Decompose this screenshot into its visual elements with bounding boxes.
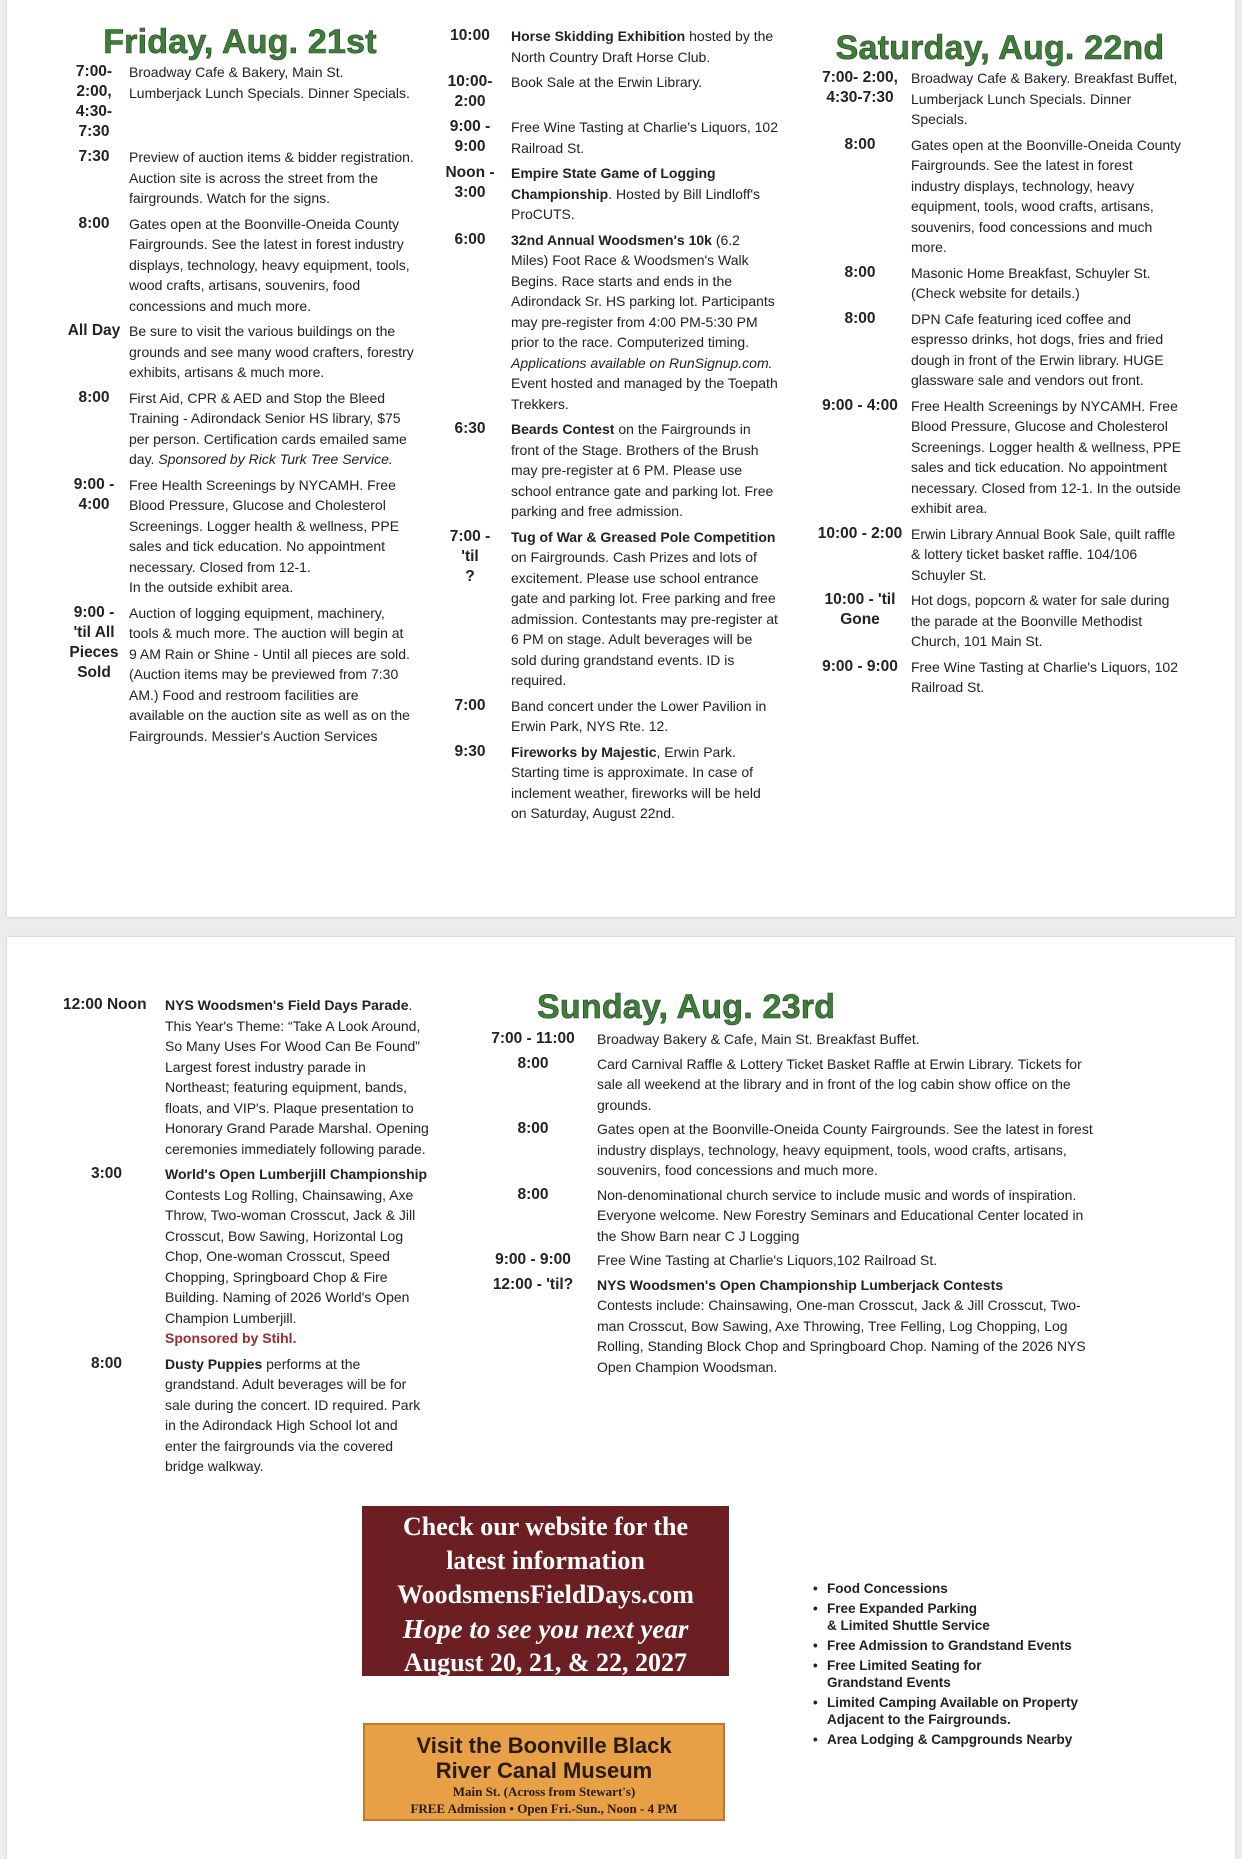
event-text: Broadway Cafe & Bakery. Breakfast Buffet, Lumberjack Lunch Specials. Dinner Specials. (911, 70, 1178, 127)
event-sponsor-note: Sponsored by Rick Turk Tree Service. (158, 451, 393, 467)
event-time: 7:30 (78, 148, 110, 165)
event-title: NYS Woodsmen's Open Championship Lumberjack Contests (597, 1276, 1004, 1293)
event-description (511, 72, 779, 93)
event-description (597, 1119, 1097, 1181)
promo-website: WoodsmensFieldDays.com (397, 1580, 694, 1609)
event-description (165, 995, 433, 1159)
schedule-event (439, 72, 779, 112)
event-text: (6.2 Miles) Foot Race & Woodsmen's Walk Begins. Race starts and ends in the Adirondack Sr. HS parking lot. Participants may pre-register from 4:00 PM-5:30 PM prior to the race. Computerized timing. (511, 231, 775, 350)
event-description (129, 475, 415, 598)
event-description (129, 214, 415, 317)
event-text: hosted by the North Country Draft Horse Club. (511, 28, 774, 65)
amenity-item: • Free Expanded Parking & Limited Shuttle Service (811, 1600, 1191, 1634)
museum-title-2: River Canal Museum (435, 1758, 653, 1783)
event-text: Gates open at the Boonville-Oneida County Fairgrounds. See the latest in forest industry displays, technology, heavy equipment, tools, wood crafts, artisans, souvenirs, food concessions and much more. (911, 136, 1182, 255)
saturday-events (815, 68, 1185, 698)
event-title: Tug of War & Greased Pole Competition (511, 528, 776, 545)
event-time: 9:30 (454, 742, 486, 760)
event-description (911, 396, 1185, 519)
schedule-event (815, 263, 1185, 304)
promo-line-2: latest information (446, 1546, 645, 1575)
event-description (911, 309, 1185, 391)
event-text: Erwin Library Annual Book Sale, quilt raffle & lottery ticket basket raffle. 104/106 Schuyler St. (911, 525, 1176, 583)
event-description (911, 590, 1185, 652)
event-title: Beards Contest (511, 421, 615, 437)
schedule-event (65, 147, 415, 209)
event-description (597, 1029, 1097, 1050)
event-description (597, 1185, 1097, 1247)
event-text: Broadway Cafe & Bakery, Main St. Lumberjack Lunch Specials. Dinner Specials. (129, 64, 410, 101)
event-description (511, 696, 779, 737)
event-description (911, 524, 1185, 586)
saturday-heading: Saturday, Aug. 22nd (835, 29, 1165, 67)
event-text: Free Health Screenings by NYCAMH. Free Blood Pressure, Glucose and Cholesterol Screenings. Logger health & wellness, PPE sales and tick education. No appointment necessary. Closed from 12-1. In the outside exhibit area. (911, 397, 1182, 516)
event-time: 10:00 - 2:00 (817, 524, 903, 542)
schedule-event (815, 396, 1185, 519)
event-description (911, 263, 1185, 304)
event-title: Fireworks by Majestic (511, 743, 657, 760)
schedule-event (65, 388, 415, 470)
schedule-event (63, 1164, 433, 1349)
event-text: Free Health Screenings by NYCAMH. Free Blood Pressure, Glucose and Cholesterol Screenings. Logger health & wellness, PPE sales and tick education. No appointment necessary. Closed from 12-1. (129, 476, 400, 575)
event-sponsor-note: Applications available on RunSignup.com. (511, 354, 773, 371)
event-time: 8:00 (517, 1054, 549, 1072)
friday-column (65, 0, 415, 751)
event-text-extra: In the outside exhibit area. (129, 579, 294, 595)
event-time: Noon - 3:00 (445, 164, 495, 201)
website-promo-box (362, 1506, 729, 1676)
promo-line-1: Check our website for the (402, 1512, 688, 1541)
schedule-event (439, 696, 779, 737)
event-description (597, 1250, 1097, 1271)
schedule-event (815, 590, 1185, 652)
schedule-event (439, 26, 779, 67)
event-text: performs at the grandstand. Adult beverages will be for sale during the concert. ID required. Park in the Adirondack High School lot and enter the fairgrounds via the covered bridge walkway. (165, 1355, 421, 1474)
event-time: 10:00 - 'til Gone (824, 591, 896, 628)
saturday-cont-events (63, 995, 433, 1477)
schedule-event (815, 135, 1185, 258)
event-description (165, 1354, 433, 1477)
event-text: Broadway Bakery & Cafe, Main St. Breakfast Buffet. (597, 1031, 920, 1047)
event-title: 32nd Annual Woodsmen's 10k (511, 231, 712, 248)
event-time: 12:00 - 'til? (492, 1275, 574, 1293)
amenity-item: • Limited Camping Available on Property Adjacent to the Fairgrounds. (811, 1694, 1191, 1728)
event-title: NYS Woodsmen's Field Days Parade (165, 997, 409, 1013)
event-time: 10:00- 2:00 (447, 73, 493, 110)
amenity-item: • Area Lodging & Campgrounds Nearby (811, 1731, 1191, 1748)
event-time: 9:00 - 9:00 (822, 657, 898, 675)
event-description (597, 1275, 1097, 1378)
schedule-event (439, 163, 779, 225)
friday-cont-events (439, 26, 779, 824)
event-description (511, 742, 779, 824)
event-description (511, 117, 779, 158)
event-text-extra: Event hosted and managed by the Toepath Trekkers. (511, 375, 778, 412)
event-time: 9:00 - 9:00 (495, 1251, 571, 1268)
museum-hours: FREE Admission • Open Fri.-Sun., Noon - 4 PM (410, 1801, 678, 1816)
event-time: 8:00 (844, 135, 876, 153)
event-text: Contests include: Chainsawing, One-man Crosscut, Jack & Jill Crosscut, Two-man Crosscut, Bow Sawing, Axe Throwing, Tree Felling, Log Chopping, Log Rolling, Standing Block Chop and Springboard Chop. Naming of the 2026 NYS Open Champion Woodsman. (597, 1297, 1086, 1375)
schedule-event (439, 742, 779, 824)
sunday-events (477, 1029, 1097, 1377)
event-time: 8:00 (78, 214, 110, 232)
event-description (129, 388, 415, 470)
event-time: 9:00 - 'til All Pieces Sold (69, 603, 119, 681)
schedule-event (815, 309, 1185, 391)
event-text: Free Wine Tasting at Charlie's Liquors, 102 Railroad St. (911, 658, 1178, 695)
amenities-list (811, 1580, 1191, 1751)
sunday-column (477, 937, 1097, 1381)
schedule-event (477, 1054, 1097, 1116)
sunday-heading: Sunday, Aug. 23rd (537, 988, 836, 1026)
event-text: on Fairgrounds. Cash Prizes and lots of excitement. Please use school entrance gate and parking lot. Free parking and free admission. Contestants may pre-register at 6 PM on stage. Adult beverages will be sold during grandstand events. ID is required. (511, 549, 778, 688)
event-description (911, 135, 1185, 258)
amenity-item: • Free Admission to Grandstand Events (811, 1637, 1191, 1654)
museum-ad-box (363, 1723, 725, 1821)
event-text: Gates open at the Boonville-Oneida County Fairgrounds. See the latest in forest industry displays, technology, heavy equipment, tools, wood crafts, artisans, souvenirs, food concessions and much more. (129, 215, 410, 314)
friday-events (65, 62, 415, 746)
event-time: 8:00 (517, 1120, 549, 1137)
event-description (165, 1164, 433, 1349)
event-text: Hot dogs, popcorn & water for sale during the parade at the Boonville Methodist Church, 101 Main St. (911, 592, 1170, 649)
event-text: Gates open at the Boonville-Oneida County Fairgrounds. See the latest in forest industry displays, technology, heavy equipment, tools, wood crafts, artisans, souvenirs, food concessions and much more. (597, 1121, 1093, 1178)
friday-cont-column (439, 26, 779, 829)
schedule-event (439, 230, 779, 415)
schedule-event (65, 603, 415, 747)
schedule-event (439, 419, 779, 522)
schedule-event (477, 1250, 1097, 1271)
schedule-event (65, 62, 415, 142)
promo-dates: August 20, 21, & 22, 2027 (403, 1648, 688, 1677)
event-text: . Hosted by Bill Lindloff's ProCUTS. (511, 185, 761, 222)
amenity-item: • Food Concessions (811, 1580, 1191, 1597)
schedule-event (65, 475, 415, 598)
schedule-event (477, 1119, 1097, 1181)
event-time: 8:00 (78, 388, 110, 406)
event-time: 7:00- 2:00, 4:30-7:30 (822, 69, 898, 106)
event-time: 7:00 - 11:00 (491, 1030, 575, 1047)
event-sponsor: Sponsored by Stihl. (165, 1330, 297, 1346)
event-text: Masonic Home Breakfast, Schuyler St. (Check website for details.) (911, 264, 1151, 301)
event-time: 7:00 - 'til ? (449, 527, 491, 585)
event-time: 12:00 Noon (63, 996, 147, 1013)
event-text: Band concert under the Lower Pavilion in Erwin Park, NYS Rte. 12. (511, 697, 767, 734)
museum-title-1: Visit the Boonville Black (416, 1733, 672, 1758)
event-time: 10:00 (450, 27, 490, 44)
saturday-column (815, 0, 1185, 703)
event-title: World's Open Lumberjill Championship (165, 1166, 428, 1182)
schedule-event (65, 214, 415, 317)
event-text: Book Sale at the Erwin Library. (511, 74, 703, 90)
event-description (129, 321, 415, 383)
event-description (129, 62, 415, 103)
event-time: 7:00- 2:00, 4:30-7:30 (75, 63, 113, 140)
event-time: 3:00 (91, 1165, 123, 1182)
event-title: Empire State Game of Logging Championship (511, 165, 716, 202)
schedule-event (815, 657, 1185, 698)
friday-heading: Friday, Aug. 21st (103, 23, 377, 61)
event-time: 7:00 (454, 696, 486, 714)
event-time: 6:00 (454, 230, 486, 248)
schedule-event (477, 1185, 1097, 1247)
event-time: 9:00 - 4:00 (822, 396, 898, 414)
event-time: All Day (67, 322, 121, 339)
schedule-event (63, 995, 433, 1159)
event-time: 8:00 (91, 1354, 123, 1372)
schedule-event (477, 1275, 1097, 1378)
event-title: Horse Skidding Exhibition (511, 28, 686, 44)
event-text: Be sure to visit the various buildings on the grounds and see many wood crafters, forestry exhibits, artisans & much more. (129, 323, 414, 380)
event-text: Non-denominational church service to include music and words of inspiration. Everyone welcome. New Forestry Seminars and Educational Center located in the Show Barn near C J Logging (597, 1186, 1084, 1244)
event-description (129, 147, 415, 209)
event-text: , Erwin Park. Starting time is approximate. In case of inclement weather, fireworks will be held on Saturday, August 22nd. (511, 743, 761, 821)
event-description (597, 1054, 1097, 1116)
event-text: Free Wine Tasting at Charlie's Liquors,102 Railroad St. (597, 1252, 938, 1268)
museum-address: Main St. (Across from Stewart's) (452, 1784, 636, 1799)
schedule-page-2 (7, 937, 1235, 1859)
event-description (129, 603, 415, 747)
event-time: 9:00 - 4:00 (73, 475, 115, 513)
event-text: Contests Log Rolling, Chainsawing, Axe Throw, Two-woman Crosscut, Jack & Jill Crosscut, Bow Sawing, Horizontal Log Chop, One-woman Crosscut, Speed Chopping, Springboard Chop & Fire Building. Naming of 2026 World's Open Champion Lumberjill. (165, 1186, 416, 1326)
event-text: Free Wine Tasting at Charlie's Liquors, 102 Railroad St. (511, 119, 778, 156)
event-text: First Aid, CPR & AED and Stop the Bleed Training - Adirondack Senior HS library, $75 per person. Certification cards emailed same day. (129, 389, 407, 467)
event-description (511, 527, 779, 691)
event-description (511, 163, 779, 225)
promo-hope: Hope to see you next year (402, 1614, 689, 1644)
saturday-cont-column (63, 937, 433, 1482)
event-description (511, 230, 779, 415)
schedule-event (815, 68, 1185, 130)
event-text: Auction of logging equipment, machinery, tools & much more. The auction will begin at 9 AM Rain or Shine - Until all pieces are sold. (Auction items may be previewed from 7:30 AM.) Food and restroom facilities are available on the auction site as well as on the Fairgrounds. Messier's Auction Services (129, 604, 410, 744)
event-text: . This Year's Theme: “Take A Look Around, So Many Uses For Wood Can Be Found” Largest forest industry parade in Northeast; featuring equipment, bands, floats, and VIP's. Plaque presentation to Honorary Grand Parade Marshal. Opening ceremonies immediately following parade. (165, 997, 429, 1157)
schedule-event (65, 321, 415, 383)
event-text: Preview of auction items & bidder registration. Auction site is across the street from the fairgrounds. Watch for the signs. (129, 149, 414, 206)
event-description (911, 657, 1185, 698)
event-description (511, 419, 779, 522)
event-description (511, 26, 779, 67)
event-title: Dusty Puppies (165, 1355, 263, 1372)
schedule-page-1 (7, 0, 1235, 917)
event-text: DPN Cafe featuring iced coffee and espresso drinks, hot dogs, fries and fried dough in front of the Erwin library. HUGE glassware sale and vendors out front. (911, 310, 1164, 388)
amenity-item: • Free Limited Seating for Grandstand Events (811, 1657, 1191, 1691)
event-text: on the Fairgrounds in front of the Stage. Brothers of the Brush may pre-register at 6 PM. Please use school entrance gate and parking lot. Free parking and free admission. (511, 421, 774, 519)
schedule-event (439, 117, 779, 158)
event-time: 9:00 - 9:00 (449, 118, 491, 155)
event-description (911, 68, 1185, 130)
schedule-event (439, 527, 779, 691)
event-time: 8:00 (844, 263, 876, 281)
schedule-event (63, 1354, 433, 1477)
event-text: Card Carnival Raffle & Lottery Ticket Basket Raffle at Erwin Library. Tickets for sale all weekend at the library and in front of the log cabin show office on the grounds. (597, 1055, 1082, 1113)
schedule-event (815, 524, 1185, 586)
event-time: 8:00 (844, 309, 876, 327)
event-time: 8:00 (517, 1185, 549, 1203)
event-time: 6:30 (454, 420, 486, 437)
schedule-event (477, 1029, 1097, 1050)
